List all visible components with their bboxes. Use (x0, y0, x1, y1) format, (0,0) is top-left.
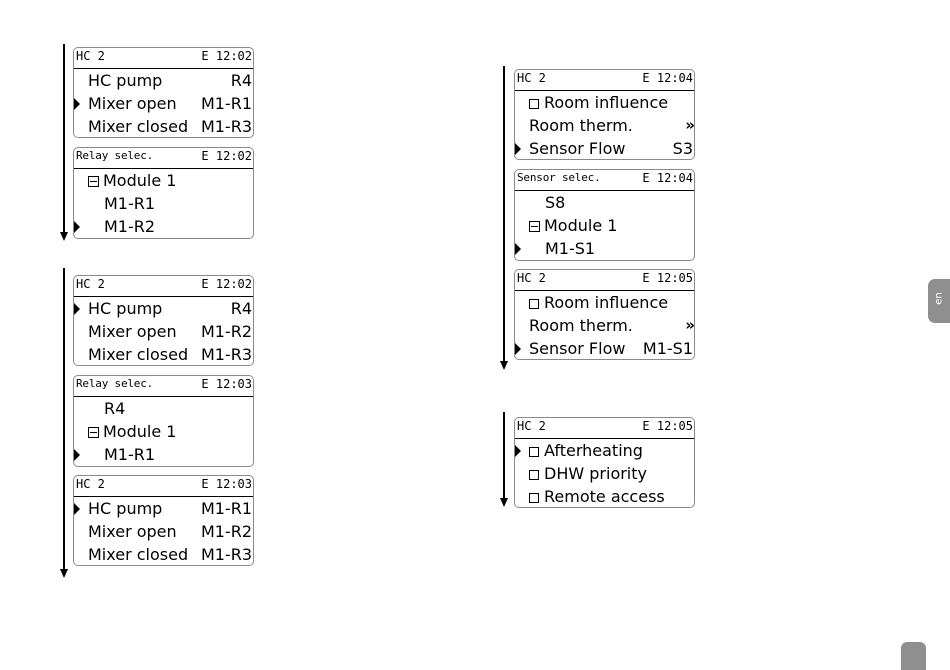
screen-time: E 12:04 (642, 171, 693, 185)
screen-time: E 12:04 (642, 71, 693, 85)
flow-arrow-line-2 (63, 268, 65, 570)
screen-sensor-select (514, 169, 695, 261)
menu-item-label: Module 1 (103, 171, 177, 190)
screen-title: Relay selec. (76, 377, 154, 390)
menu-item[interactable] (74, 115, 253, 138)
pointer-icon (515, 445, 521, 457)
menu-item[interactable] (74, 92, 253, 115)
screen-title: HC 2 (76, 277, 105, 291)
menu-item[interactable] (74, 397, 253, 420)
menu-item[interactable] (74, 543, 253, 566)
menu-item-label: Remote access (544, 487, 665, 506)
menu-item-label: Module 1 (544, 216, 618, 235)
menu-item[interactable] (515, 314, 694, 337)
screen-title: HC 2 (76, 477, 105, 491)
menu-item-label: Sensor Flow (529, 139, 626, 158)
menu-item-label: Mixer open (88, 522, 177, 541)
menu-item-value: M1-R1 (200, 94, 252, 113)
submenu-arrow-icon: » (685, 116, 693, 134)
menu-item[interactable] (515, 462, 694, 485)
screen-header (74, 48, 253, 69)
screen-header (74, 376, 253, 397)
menu-item-label: M1-R2 (104, 217, 156, 236)
menu-item-value: R4 (230, 71, 252, 90)
menu-item-label: S8 (545, 193, 566, 212)
menu-item-value: M1-R1 (200, 499, 252, 518)
screen-hc2-2 (73, 275, 254, 366)
collapse-icon (88, 176, 99, 187)
checkbox-icon[interactable] (529, 99, 539, 109)
menu-item[interactable] (74, 497, 253, 520)
flow-arrow-line-1 (63, 44, 65, 234)
menu-item-label: M1-R1 (104, 445, 156, 464)
menu-item-label: Mixer closed (88, 545, 189, 564)
menu-item[interactable] (515, 439, 694, 462)
pointer-icon (515, 343, 521, 355)
submenu-arrow-icon: » (685, 316, 693, 334)
menu-item-label: Mixer open (88, 94, 177, 113)
checkbox-icon[interactable] (529, 447, 539, 457)
screen-header (74, 148, 253, 169)
screen-time: E 12:02 (201, 49, 252, 63)
menu-item[interactable] (515, 191, 694, 214)
pointer-icon (515, 243, 521, 255)
screen-title: HC 2 (517, 271, 546, 285)
menu-item-label: Room therm. (529, 116, 633, 135)
menu-item-label: Mixer closed (88, 345, 189, 364)
screen-hc2-6 (514, 417, 695, 508)
menu-item-label: DHW priority (544, 464, 647, 483)
menu-item[interactable] (74, 215, 253, 238)
screen-time: E 12:05 (642, 419, 693, 433)
menu-item-label: Room influence (544, 93, 669, 112)
language-tab[interactable] (928, 279, 950, 323)
menu-item[interactable] (74, 169, 253, 192)
menu-item[interactable] (515, 485, 694, 508)
checkbox-icon[interactable] (529, 493, 539, 503)
menu-item-label: Mixer open (88, 322, 177, 341)
screen-header (74, 276, 253, 297)
menu-item-value: M1-R2 (200, 522, 252, 541)
menu-item-value: M1-R3 (200, 117, 252, 136)
flow-arrow-head-4 (500, 498, 508, 507)
flow-arrow-head-2 (60, 569, 68, 578)
flow-arrow-head-1 (60, 232, 68, 241)
menu-item-value: M1-S1 (642, 339, 693, 358)
menu-item[interactable] (515, 291, 694, 314)
collapse-icon (88, 427, 99, 438)
screen-relay-select-2 (73, 375, 254, 467)
menu-item-label: HC pump (88, 299, 163, 318)
screen-header (515, 170, 694, 191)
menu-item[interactable] (515, 91, 694, 114)
menu-item-value: M1-R2 (200, 322, 252, 341)
pointer-icon (515, 143, 521, 155)
menu-item[interactable] (515, 214, 694, 237)
pointer-icon (74, 98, 80, 110)
menu-item[interactable] (74, 192, 253, 215)
screen-time: E 12:03 (201, 377, 252, 391)
menu-item-value: R4 (230, 299, 252, 318)
menu-item-label: M1-R1 (104, 194, 156, 213)
menu-item[interactable] (74, 69, 253, 92)
screen-title: HC 2 (76, 49, 105, 63)
menu-item-value: S3 (672, 139, 693, 158)
screen-time: E 12:02 (201, 149, 252, 163)
screen-hc2-4 (514, 69, 695, 160)
menu-item[interactable] (515, 337, 694, 360)
menu-item-label: Room therm. (529, 316, 633, 335)
menu-item[interactable] (515, 137, 694, 160)
pointer-icon (74, 503, 80, 515)
flow-arrow-line-4 (503, 412, 505, 500)
flow-arrow-line-3 (503, 66, 505, 362)
screen-header (515, 270, 694, 291)
menu-item-label: Room influence (544, 293, 669, 312)
menu-item-label: Afterheating (544, 441, 643, 460)
menu-item[interactable] (74, 520, 253, 543)
screen-hc2-1 (73, 47, 254, 138)
menu-item[interactable] (515, 237, 694, 260)
screen-hc2-5 (514, 269, 695, 360)
menu-item-label: HC pump (88, 71, 163, 90)
flow-arrow-head-3 (500, 361, 508, 370)
menu-item[interactable] (74, 297, 253, 320)
menu-item-label: Mixer closed (88, 117, 189, 136)
pointer-icon (74, 303, 80, 315)
menu-item[interactable] (74, 443, 253, 466)
menu-item-label: M1-S1 (545, 239, 596, 258)
menu-item-label: HC pump (88, 499, 163, 518)
menu-item-label: Module 1 (103, 422, 177, 441)
screen-hc2-3 (73, 475, 254, 566)
pointer-icon (74, 449, 80, 461)
menu-item[interactable] (515, 114, 694, 137)
screen-time: E 12:02 (201, 277, 252, 291)
menu-item-value: M1-R3 (200, 545, 252, 564)
screen-title: HC 2 (517, 419, 546, 433)
screen-title: Sensor selec. (517, 171, 601, 184)
screen-header (515, 418, 694, 439)
page-number-tab (901, 642, 926, 670)
menu-item[interactable] (74, 320, 253, 343)
menu-item[interactable] (74, 343, 253, 366)
collapse-icon (529, 221, 540, 232)
checkbox-icon[interactable] (529, 470, 539, 480)
screen-time: E 12:03 (201, 477, 252, 491)
menu-item-value: M1-R3 (200, 345, 252, 364)
checkbox-icon[interactable] (529, 299, 539, 309)
screen-relay-select-1 (73, 147, 254, 239)
language-tab-label: en (933, 292, 945, 305)
screen-title: HC 2 (517, 71, 546, 85)
screen-header (515, 70, 694, 91)
menu-item-label: Sensor Flow (529, 339, 626, 358)
screen-title: Relay selec. (76, 149, 154, 162)
menu-item-label: R4 (104, 399, 126, 418)
pointer-icon (74, 221, 80, 233)
screen-time: E 12:05 (642, 271, 693, 285)
menu-item[interactable] (74, 420, 253, 443)
screen-header (74, 476, 253, 497)
